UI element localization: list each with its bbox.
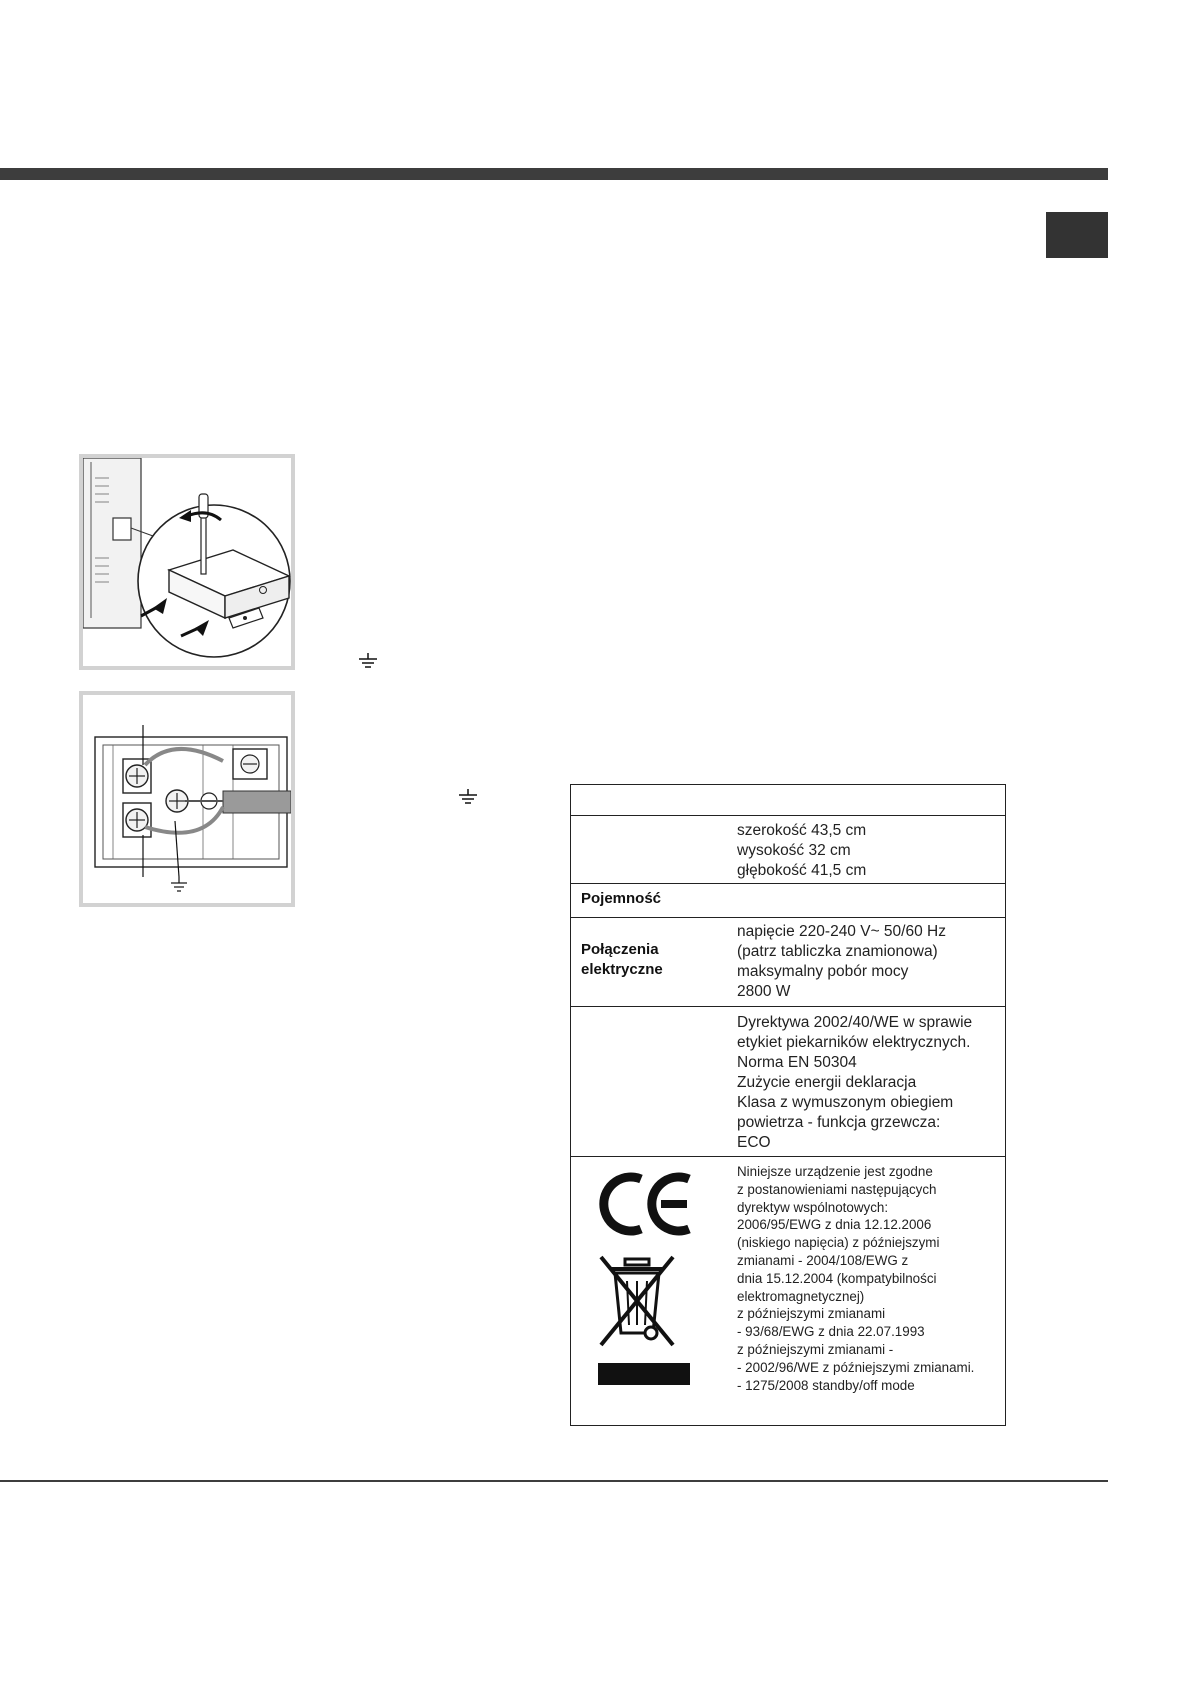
earth-ground-icon bbox=[456, 789, 480, 807]
language-tab bbox=[1046, 212, 1108, 258]
compliance-line-5: (niskiego napięcia) z późniejszymi bbox=[737, 1235, 940, 1251]
compliance-line-3: dyrektyw wspólnotowych: bbox=[737, 1199, 889, 1215]
compliance-line-6: zmianami - 2004/108/EWG z bbox=[737, 1252, 909, 1268]
compliance-line-2: z postanowieniami następujących bbox=[737, 1181, 937, 1197]
weee-black-bar bbox=[598, 1363, 690, 1385]
compliance-line-7: dnia 15.12.2004 (kompatybilności bbox=[737, 1270, 937, 1286]
earth-ground-icon bbox=[356, 653, 380, 671]
electrical-rating-plate-note: (patrz tabliczka znamionowa) bbox=[737, 943, 938, 960]
compliance-line-8: elektromagnetycznej) bbox=[737, 1288, 865, 1304]
dimension-height: wysokość 32 cm bbox=[737, 842, 851, 859]
technical-specifications-table bbox=[570, 784, 1006, 1426]
energy-line-5: Klasa z wymuszonym obiegiem bbox=[737, 1094, 954, 1111]
terminal-block-wiring-illustration bbox=[83, 695, 291, 903]
energy-line-7: ECO bbox=[737, 1134, 771, 1151]
table-header-row bbox=[571, 785, 1005, 816]
footer-rule bbox=[0, 1480, 1108, 1482]
capacity-row bbox=[571, 884, 1005, 918]
electrical-max-power-value: 2800 W bbox=[737, 983, 791, 1000]
energy-line-4: Zużycie energii deklaracja bbox=[737, 1074, 917, 1091]
electrical-label-line1: Połączenia bbox=[581, 941, 659, 958]
compliance-values bbox=[737, 1163, 999, 1394]
compliance-line-9: z późniejszymi zmianami bbox=[737, 1306, 886, 1322]
compliance-line-11: z późniejszymi zmianami - bbox=[737, 1341, 894, 1357]
dimensions-row bbox=[571, 816, 1005, 884]
crossed-bin-icon bbox=[597, 1253, 677, 1349]
energy-line-3: Norma EN 50304 bbox=[737, 1054, 857, 1071]
dimension-width: szerokość 43,5 cm bbox=[737, 822, 867, 839]
terminal-box-opening-figure bbox=[79, 454, 295, 670]
compliance-line-4: 2006/95/EWG z dnia 12.12.2006 bbox=[737, 1217, 932, 1233]
compliance-line-10: - 93/68/EWG z dnia 22.07.1993 bbox=[737, 1324, 925, 1340]
compliance-line-1: Niniejsze urządzenie jest zgodne bbox=[737, 1164, 933, 1179]
top-header-bar bbox=[0, 168, 1108, 180]
energy-values bbox=[737, 1013, 999, 1153]
electrical-label bbox=[581, 940, 663, 980]
terminal-box-opening-illustration bbox=[83, 458, 291, 666]
compliance-line-12: - 2002/96/WE z późniejszymi zmianami. bbox=[737, 1359, 975, 1375]
electrical-connections-row bbox=[571, 918, 1005, 1007]
dimensions-values bbox=[737, 821, 999, 881]
electrical-max-power-label: maksymalny pobór mocy bbox=[737, 963, 909, 980]
ce-mark-icon bbox=[597, 1171, 693, 1237]
terminal-block-wiring-figure bbox=[79, 691, 295, 907]
dimension-depth: głębokość 41,5 cm bbox=[737, 862, 867, 879]
energy-label-row bbox=[571, 1007, 1005, 1157]
electrical-label-line2: elektryczne bbox=[581, 961, 663, 978]
energy-line-1: Dyrektywa 2002/40/WE w sprawie bbox=[737, 1014, 973, 1031]
electrical-values bbox=[737, 922, 999, 1002]
compliance-row bbox=[571, 1157, 1005, 1424]
compliance-line-13: - 1275/2008 standby/off mode bbox=[737, 1377, 915, 1393]
electrical-voltage: napięcie 220-240 V~ 50/60 Hz bbox=[737, 923, 946, 940]
energy-line-2: etykiet piekarników elektrycznych. bbox=[737, 1034, 971, 1051]
energy-line-6: powietrza - funkcja grzewcza: bbox=[737, 1114, 941, 1131]
capacity-label: Pojemność bbox=[581, 890, 662, 907]
